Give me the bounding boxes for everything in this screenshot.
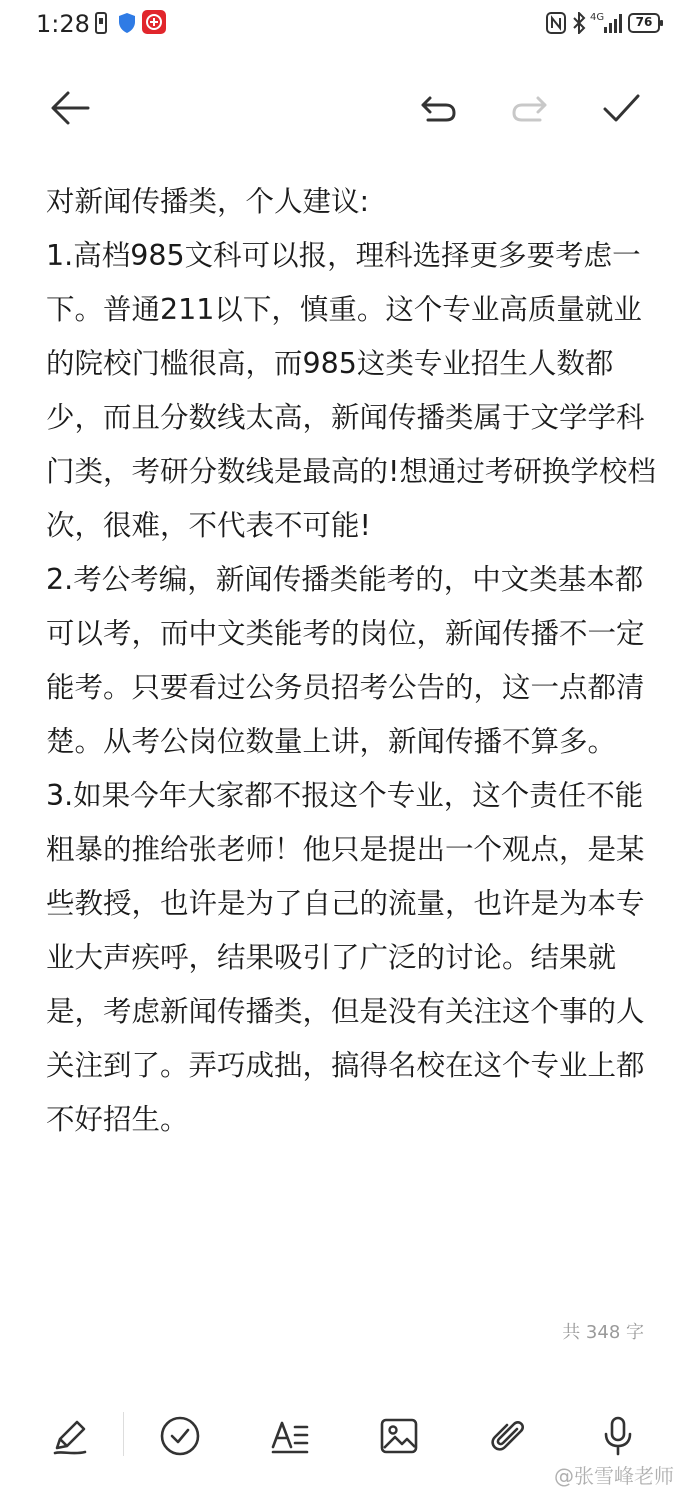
arrow-left-icon [48, 86, 92, 130]
handwriting-button[interactable] [42, 1408, 98, 1464]
bluetooth-icon [572, 12, 586, 38]
app-notification-icon [142, 10, 166, 38]
note-toolbar [0, 60, 690, 150]
text-format-button[interactable] [262, 1408, 318, 1464]
note-paragraph: 1.高档985文科可以报，理科选择更多要考虑一下。普通211以下，慎重。这个专业高质量就业的院校门槛很高，而985这类专业招生人数都少，而且分数线太高，新闻传播类属于文学学科门类，考研分数线是最高的!想通过考研换学校档次，很难，不代表不可能! [46, 239, 656, 542]
checklist-button[interactable] [152, 1408, 208, 1464]
note-paragraph: 3.如果今年大家都不报这个专业，这个责任不能粗暴的推给张老师！他只是提出一个观点，是某些教授，也许是为了自己的流量，也许是为本专业大声疾呼，结果吸引了广泛的讨论。结果就是，考虑新闻传播类，但是没有关注这个事的人关注到了。弄巧成拙，搞得名校在这个专业上都不好招生。 [46, 779, 645, 1136]
battery-level: 76 [635, 15, 653, 29]
word-count: 共 348 字 [562, 1322, 644, 1343]
pen-icon [49, 1415, 91, 1457]
note-paragraph: 2.考公考编，新闻传播类能考的，中文类基本都可以考，而中文类能考的岗位，新闻传播不一定能考。只要看过公务员招考公告的，这一点都清楚。从考公岗位数量上讲，新闻传播不算多。 [46, 563, 645, 758]
note-paragraph: 对新闻传播类，个人建议: [46, 185, 370, 218]
status-bar [0, 0, 690, 50]
status-time: 1:28 [36, 10, 90, 38]
sim-card-icon [95, 12, 107, 38]
microphone-icon [597, 1415, 639, 1457]
undo-icon [416, 86, 460, 130]
watermark: @张雪峰老师 [554, 1464, 674, 1488]
nfc-icon [546, 12, 566, 38]
attachment-icon [487, 1415, 529, 1457]
voice-input-button[interactable] [590, 1408, 646, 1464]
attachment-button[interactable] [480, 1408, 536, 1464]
redo-button[interactable] [502, 80, 558, 136]
toolbar-divider [123, 1412, 124, 1456]
undo-button[interactable] [410, 80, 466, 136]
checkmark-icon [599, 86, 643, 130]
redo-icon [508, 86, 552, 130]
signal-icon [603, 12, 623, 38]
note-editor[interactable] [46, 175, 656, 1147]
done-button[interactable] [593, 80, 649, 136]
network-type: 4G [590, 12, 605, 23]
text-format-icon [269, 1415, 311, 1457]
checklist-icon [159, 1415, 201, 1457]
insert-image-button[interactable] [371, 1408, 427, 1464]
shield-icon [118, 12, 136, 38]
back-button[interactable] [42, 80, 98, 136]
image-icon [378, 1415, 420, 1457]
